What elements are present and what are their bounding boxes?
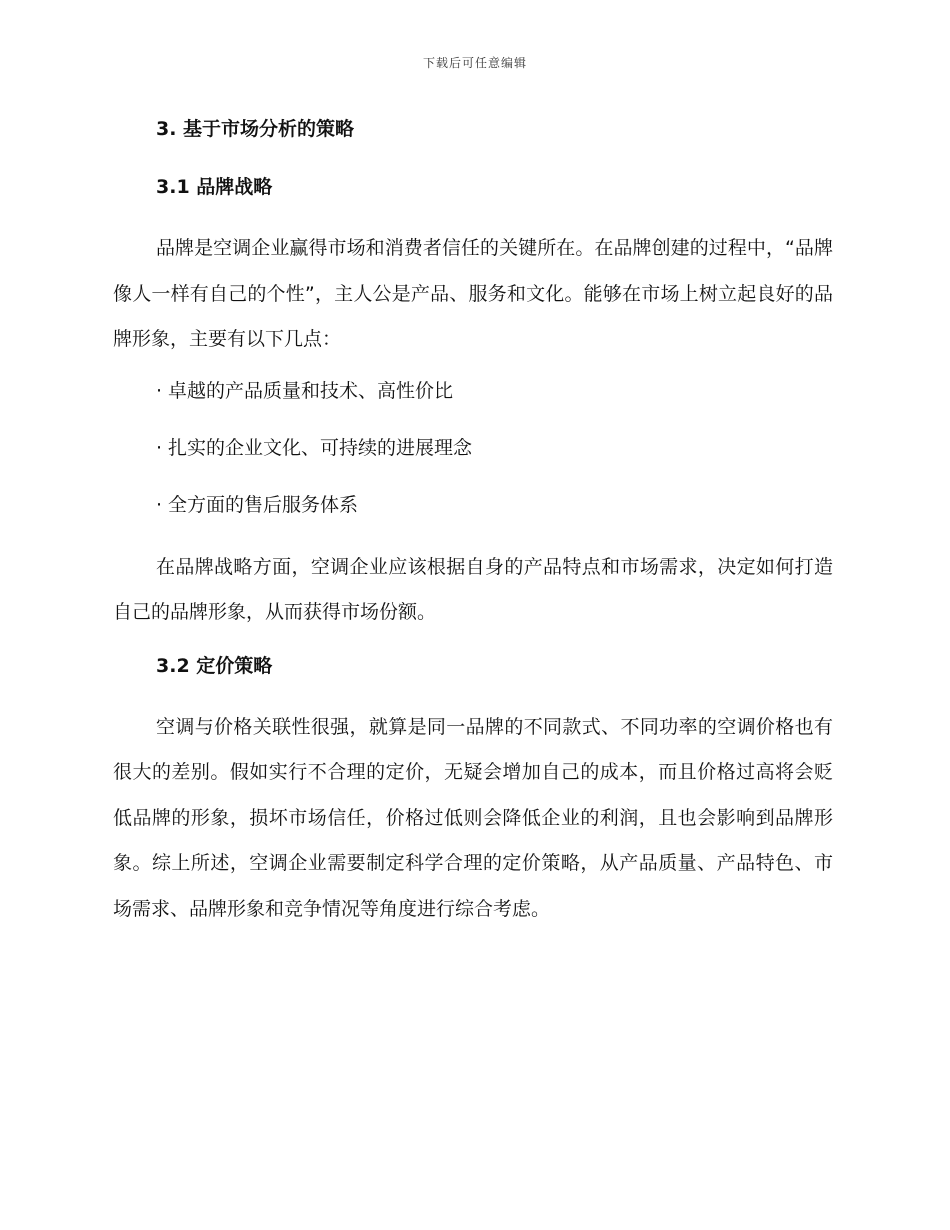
document-body xyxy=(113,112,833,932)
pricing-paragraph: 空调与价格关联性很强，就算是同一品牌的不同款式、不同功率的空调价格也有很大的差别。假如实行不合理的定价，无疑会增加自己的成本，而且价格过高将会贬低品牌的形象，损坏市场信任，价格过低则会降低企业的利润，且也会影响到品牌形象。综上所述，空调企业需要制定科学合理的定价策略，从产品质量、产品特色、市场需求、品牌形象和竞争情况等角度进行综合考虑。 xyxy=(113,715,833,920)
section-3-heading: 3. 基于市场分析的策略 xyxy=(156,118,355,140)
brand-points-list xyxy=(113,374,833,522)
bullet-marker: · xyxy=(156,493,163,516)
bullet-marker: · xyxy=(156,379,163,402)
list-item-text: 全方面的售后服务体系 xyxy=(168,493,359,516)
bullet-marker: · xyxy=(156,436,163,459)
section-3-1-heading: 3.1 品牌战略 xyxy=(156,176,273,198)
brand-conclusion-paragraph: 在品牌战略方面，空调企业应该根据自身的产品特点和市场需求，决定如何打造自己的品牌形象，从而获得市场份额。 xyxy=(113,555,833,623)
list-item-text: 扎实的企业文化、可持续的进展理念 xyxy=(168,436,473,459)
list-item xyxy=(113,374,833,408)
section-3-2-heading: 3.2 定价策略 xyxy=(156,654,273,677)
header-note: 下载后可任意编辑 xyxy=(422,56,527,70)
list-item-text: 卓越的产品质量和技术、高性价比 xyxy=(168,379,454,402)
list-item xyxy=(113,488,833,522)
list-item xyxy=(113,431,833,465)
brand-intro-paragraph: 品牌是空调企业赢得市场和消费者信任的关键所在。在品牌创建的过程中，“品牌像人一样有自己的个性”，主人公是产品、服务和文化。能够在市场上树立起良好的品牌形象，主要有以下几点： xyxy=(113,237,833,350)
